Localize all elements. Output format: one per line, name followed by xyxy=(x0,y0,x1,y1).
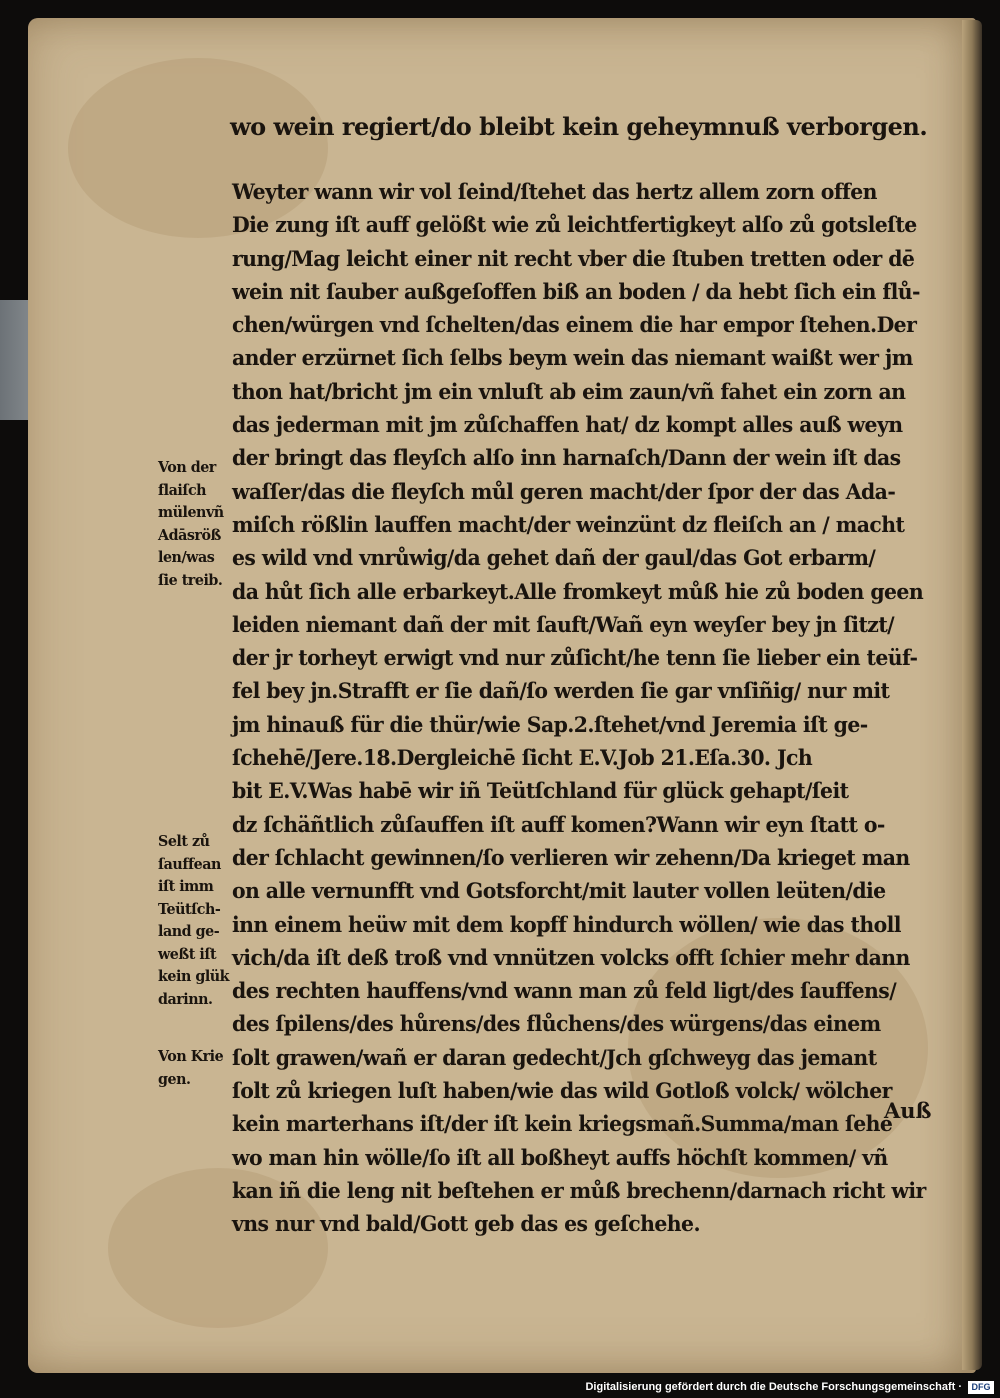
margin-note-line: Adāsröß xyxy=(158,525,221,544)
text-line: vns nur vnd bald/Gott geb das es geſchehe. xyxy=(232,1211,700,1237)
margin-note-line: Teütſch- xyxy=(158,899,221,918)
text-line: des ſpilens/des hůrens/des flůchens/des würgens/das einem xyxy=(232,1011,881,1037)
text-line: wein nit ſauber außgeſoffen biß an boden / da hebt ſich ein flů- xyxy=(232,278,920,304)
margin-note xyxy=(158,1045,240,1090)
margin-note xyxy=(158,830,240,1010)
dfg-logo-icon: DFG xyxy=(968,1381,994,1394)
text-line: der ſchlacht gewinnen/ſo verlieren wir zehenn/Da krieget man xyxy=(232,844,910,870)
text-line: ſolt zů kriegen luſt haben/wie das wild Gotloß volck/ wölcher xyxy=(232,1078,892,1104)
page-edge xyxy=(962,20,982,1370)
funding-credit: Digitalisierung gefördert durch die Deutsche Forschungsgemeinschaft · xyxy=(585,1381,962,1393)
margin-note-line: ſauffean xyxy=(158,854,221,873)
text-line: waſſer/das die fleyſch můl geren macht/der ſpor der das Ada- xyxy=(232,478,896,504)
catchword: Auß xyxy=(884,1098,932,1123)
text-line: Weyter wann wir vol ſeind/ſtehet das hertz allem zorn offen xyxy=(232,179,877,204)
text-line: des rechten hauffens/vnd wann man zů feld ligt/des ſauffens/ xyxy=(232,978,897,1004)
margin-note xyxy=(158,456,240,591)
text-line: wo man hin wölle/ſo iſt all boßheyt auffs höchſt kommen/ vñ xyxy=(232,1144,888,1170)
margin-note-line: gen. xyxy=(158,1069,191,1088)
margin-note-line: flaiſch xyxy=(158,480,207,499)
running-title: wo wein regiert/do bleibt kein geheymnuß verborgen. xyxy=(230,112,928,141)
text-line: dz ſchäñtlich zůſauffen iſt auff komen?Wann wir eyn ſtatt o- xyxy=(232,811,885,837)
text-line: rung/Mag leicht einer nit recht vber die ſtuben tretten oder dē xyxy=(232,245,915,271)
text-line: der bringt das fleyſch alſo inn harnaſch/Dann der wein iſt das xyxy=(232,445,901,471)
text-line: leiden niemant dañ der mit ſauft/Wañ eyn weyſer bey jn ſitzt/ xyxy=(232,611,895,637)
text-line: bit E.V.Was habē wir iñ Teütſchland für glück gehapt/ſeit xyxy=(232,778,849,804)
text-line: ſolt grawen/wañ er daran gedecht/Jch gſchweyg das jemant xyxy=(232,1044,877,1070)
margin-note-line: Von der xyxy=(158,458,216,476)
text-line: ander erzürnet ſich ſelbs beym wein das niemant waißt wer jm xyxy=(232,345,913,371)
text-line: fel bey jn.Strafft er ſie dañ/ſo werden ſie gar vnſiñig/ nur mit xyxy=(232,678,890,704)
footer-bar xyxy=(579,1376,1000,1398)
text-line: es wild vnd vnrůwig/da gehet dañ der gaul/das Got erbarm/ xyxy=(232,545,876,571)
text-line: vich/da iſt deß troß vnd vnnützen volcks offt ſchier mehr dann xyxy=(232,944,910,970)
text-line: das jederman mit jm zůſchaffen hat/ dz kompt alles auß weyn xyxy=(232,412,903,438)
text-line: der jr torheyt erwigt vnd nur zůſicht/he tenn ſie lieber ein teüf- xyxy=(232,645,918,671)
margin-note-line: len/was xyxy=(158,548,215,566)
text-line: da hůt ſich alle erbarkeyt.Alle fromkeyt můß hie zů boden geen xyxy=(232,578,924,604)
main-text-block xyxy=(232,175,952,1241)
margin-note-line: kein glük xyxy=(158,967,230,985)
text-line: kein marterhans iſt/der iſt kein kriegsmañ.Summa/man ſehe xyxy=(232,1111,893,1137)
margin-note-line: weßt iſt xyxy=(158,944,217,963)
margin-note-line: Von Krie xyxy=(158,1047,224,1065)
text-line: ſchehē/Jere.18.Dergleichē ſicht E.V.Job 21.Eſa.30. Jch xyxy=(232,745,813,771)
text-line: inn einem heüw mit dem kopff hindurch wöllen/ wie das tholl xyxy=(232,911,901,937)
text-line: Die zung iſt auff gelößt wie zů leichtfertigkeyt alſo zů gotsleſte xyxy=(232,212,917,238)
text-line: jm hinauß für die thür/wie Sap.2.ſtehet/vnd Jeremia iſt ge- xyxy=(232,711,868,737)
text-line: thon hat/bricht jm ein vnluſt ab eim zaun/vñ fahet ein zorn an xyxy=(232,378,906,404)
margin-note-line: iſt imm xyxy=(158,877,214,895)
text-line: miſch rößlin lauffen macht/der weinzünt dz fleiſch an / macht xyxy=(232,511,905,537)
margin-note-line: mülenvñ xyxy=(158,503,224,521)
margin-note-line: Selt zů xyxy=(158,832,210,850)
text-line: kan iñ die leng nit beſtehen er můß brechenn/darnach richt wir xyxy=(232,1177,926,1203)
margin-note-line: land ge- xyxy=(158,922,220,940)
margin-note-line: ſie treib. xyxy=(158,570,223,589)
margin-note-line: darinn. xyxy=(158,989,213,1008)
text-line: chen/würgen vnd ſchelten/das einem die har empor ſtehen.Der xyxy=(232,312,917,338)
text-line: on alle vernunfft vnd Gotsforcht/mit lauter vollen leüten/die xyxy=(232,878,886,904)
